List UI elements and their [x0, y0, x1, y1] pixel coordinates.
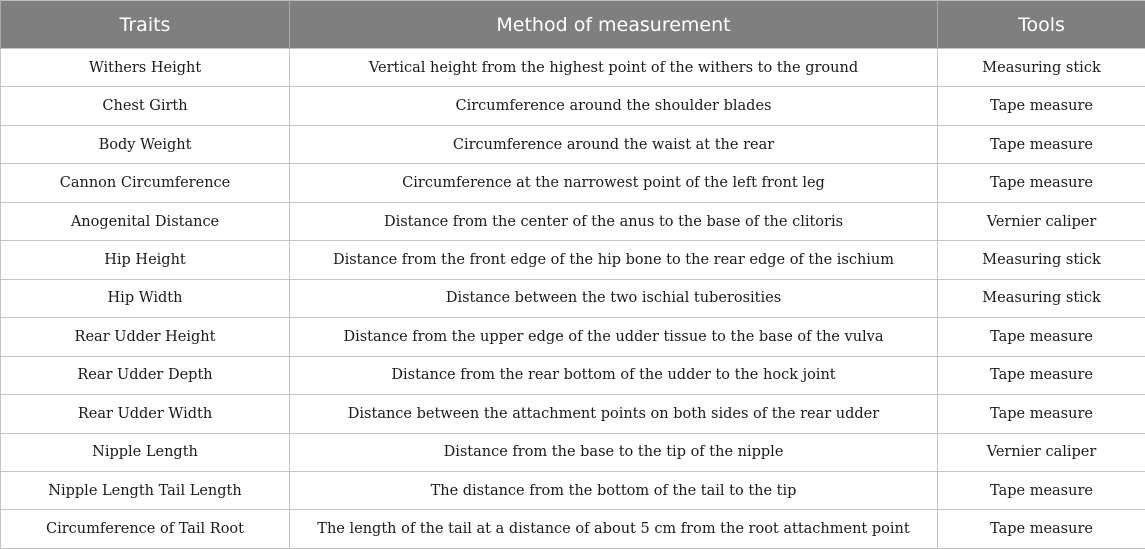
header-tools: Tools	[938, 1, 1145, 49]
cell-method: Circumference around the waist at the rear	[290, 125, 938, 163]
header-row	[1, 1, 1145, 49]
cell-trait: Hip Height	[1, 241, 290, 279]
cell-method: Distance from the center of the anus to the base of the clitoris	[290, 202, 938, 240]
table-row	[1, 395, 1145, 433]
cell-tool: Tape measure	[938, 471, 1145, 509]
header-traits: Traits	[1, 1, 290, 49]
table-row	[1, 279, 1145, 317]
cell-trait: Withers Height	[1, 49, 290, 87]
cell-tool: Vernier caliper	[938, 433, 1145, 471]
table-row	[1, 433, 1145, 471]
table-row	[1, 356, 1145, 394]
cell-trait: Rear Udder Height	[1, 318, 290, 356]
cell-method: The distance from the bottom of the tail to the tip	[290, 471, 938, 509]
cell-method: Distance between the attachment points on both sides of the rear udder	[290, 395, 938, 433]
cell-trait: Cannon Circumference	[1, 164, 290, 202]
table-row	[1, 471, 1145, 509]
cell-method: Circumference around the shoulder blades	[290, 87, 938, 125]
cell-method: Vertical height from the highest point of the withers to the ground	[290, 49, 938, 87]
cell-trait: Body Weight	[1, 125, 290, 163]
cell-method: Distance from the upper edge of the udder tissue to the base of the vulva	[290, 318, 938, 356]
cell-method: The length of the tail at a distance of about 5 cm from the root attachment point	[290, 510, 938, 549]
table-row	[1, 202, 1145, 240]
table-row	[1, 125, 1145, 163]
table-row	[1, 87, 1145, 125]
table-row	[1, 49, 1145, 87]
cell-trait: Rear Udder Width	[1, 395, 290, 433]
table-body	[1, 49, 1145, 549]
cell-trait: Chest Girth	[1, 87, 290, 125]
cell-tool: Tape measure	[938, 318, 1145, 356]
table-header	[1, 1, 1145, 49]
cell-tool: Tape measure	[938, 87, 1145, 125]
cell-tool: Tape measure	[938, 164, 1145, 202]
cell-trait: Anogenital Distance	[1, 202, 290, 240]
cell-trait: Nipple Length Tail Length	[1, 471, 290, 509]
cell-trait: Nipple Length	[1, 433, 290, 471]
cell-tool: Measuring stick	[938, 49, 1145, 87]
header-method: Method of measurement	[290, 1, 938, 49]
cell-trait: Circumference of Tail Root	[1, 510, 290, 549]
cell-tool: Measuring stick	[938, 241, 1145, 279]
table-row	[1, 241, 1145, 279]
cell-tool: Tape measure	[938, 510, 1145, 549]
cell-trait: Rear Udder Depth	[1, 356, 290, 394]
cell-method: Distance from the rear bottom of the udder to the hock joint	[290, 356, 938, 394]
cell-trait: Hip Width	[1, 279, 290, 317]
table-row	[1, 510, 1145, 549]
cell-tool: Tape measure	[938, 125, 1145, 163]
cell-tool: Tape measure	[938, 356, 1145, 394]
cell-method: Circumference at the narrowest point of the left front leg	[290, 164, 938, 202]
table-row	[1, 318, 1145, 356]
cell-tool: Tape measure	[938, 395, 1145, 433]
cell-tool: Vernier caliper	[938, 202, 1145, 240]
cell-method: Distance from the front edge of the hip bone to the rear edge of the ischium	[290, 241, 938, 279]
cell-method: Distance between the two ischial tuberosities	[290, 279, 938, 317]
cell-method: Distance from the base to the tip of the nipple	[290, 433, 938, 471]
cell-tool: Measuring stick	[938, 279, 1145, 317]
table-row	[1, 164, 1145, 202]
